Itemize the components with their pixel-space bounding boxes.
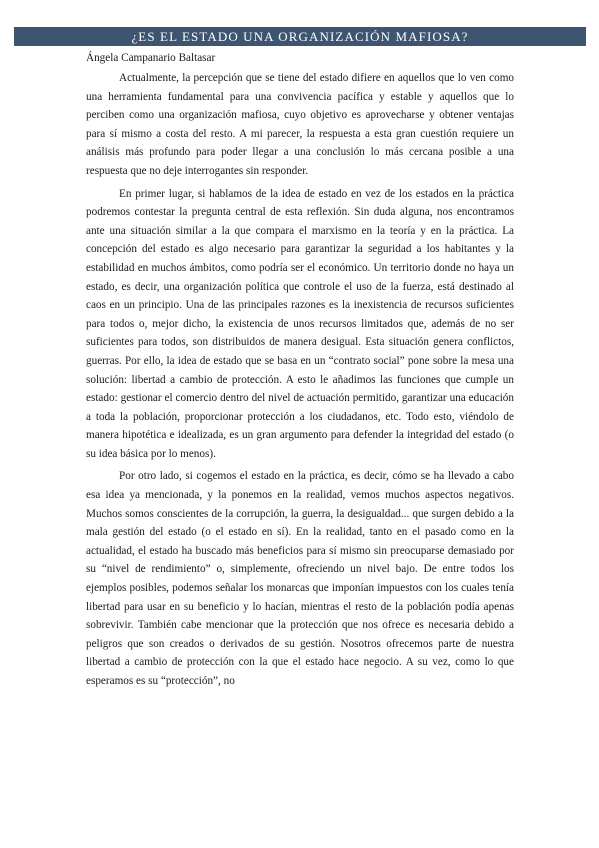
document-title: ¿ES EL ESTADO UNA ORGANIZACIÓN MAFIOSA? — [131, 29, 469, 44]
author-name: Ángela Campanario Baltasar — [86, 52, 216, 64]
document-title-bar — [14, 27, 586, 46]
paragraph-second-argument: Por otro lado, si cogemos el estado en la práctica, es decir, cómo se ha llevado a cabo esa idea ya mencionada, y la ponemos en la realidad, vemos muchos aspectos negativos. Muchos somos conscientes de la corrupción, la guerra, la desigualdad... que surgen debido a la mala gestión del estado (o el estado en sí). En la realidad, tanto en el pasado como en la actualidad, el estado ha buscado más beneficios para sí mismo sin preocuparse demasiado por su “nivel de rendimiento” o, simplemente, ofreciendo un nivel bajo. De entre todos los ejemplos posibles, podemos señalar los monarcas que imponían impuestos con los cuales tenía libertad para usar en su beneficio y lo hacían, mientras el resto de la población podía apenas sobrevivir. También cabe mencionar que la protección que nos ofrece es necesaria debido a peligros que son creados o derivados de su gestión. Nosotros ofrecemos parte de nuestra libertad a cambio de protección con la que el estado hace negocio. A su vez, como lo que esperamos es su “protección”, no — [86, 470, 514, 687]
paragraph-intro: Actualmente, la percepción que se tiene del estado difiere en aquellos que lo ven como una herramienta fundamental para una convivencia pacífica y estable y aquellos que lo perciben como una organización mafiosa, cuyo objetivo es aprovecharse y obtener ventajas para sí mismo a costa del resto. A mi parecer, la respuesta a esta gran cuestión requiere un análisis más profundo para poder llegar a una conclusión lo más cercana posible a una respuesta que no deje interrogantes sin responder. — [86, 72, 514, 177]
document-body — [86, 69, 514, 695]
paragraph-first-argument: En primer lugar, si hablamos de la idea de estado en vez de los estados en la práctica podremos contestar la pregunta central de esta reflexión. Sin duda alguna, nos encontramos ante una situación similar a la que compara el marxismo en la teoría y en la práctica. La concepción del estado es algo necesario para garantizar la seguridad a los habitantes y la estabilidad en muchos ámbitos, como podría ser el económico. Un territorio donde no haya un estado, es decir, una organización política que controle el uso de la fuerza, está destinado al caos en un principio. Una de las principales razones es la inexistencia de recursos suficientes para todos o, mejor dicho, la existencia de unos recursos limitados que, además de no ser suficientes para todos, son distribuidos de manera desigual. Esta situación genera conflictos, guerras. Por ello, la idea de estado que se basa en un “contrato social” pone sobre la mesa una solución: libertad a cambio de protección. A esto le añadimos las funciones que cumple un estado: gestionar el comercio dentro del nivel de actuación permitido, garantizar una educación a toda la población, proporcionar protección a los ciudadanos, etc. Todo esto, viéndolo de manera hipotética e idealizada, es un gran argumento para defender la integridad del estado (o su idea básica por lo menos). — [86, 187, 514, 460]
